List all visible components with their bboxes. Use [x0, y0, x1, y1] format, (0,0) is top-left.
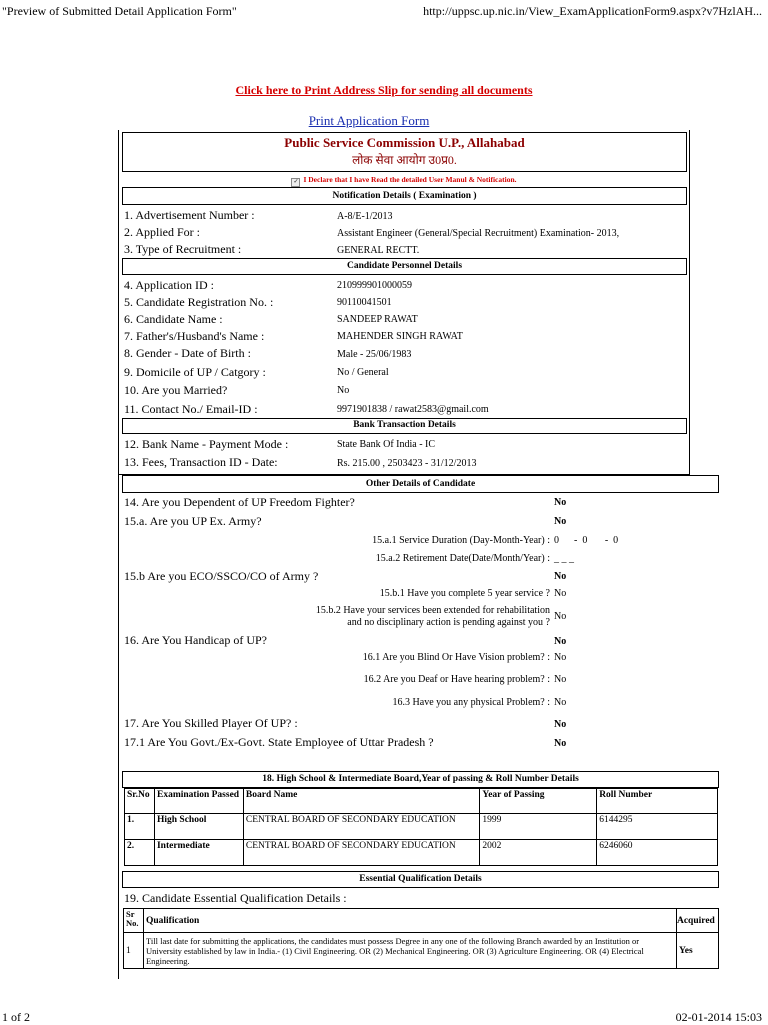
- skilled-player-label: 17. Are You Skilled Player Of UP? :: [124, 716, 298, 730]
- print-timestamp: 02-01-2014 15:03: [675, 1010, 762, 1024]
- col-board-name: Board Name: [243, 789, 480, 814]
- board-section-header: [122, 771, 719, 788]
- lower-frame-left: [118, 474, 119, 979]
- father-name-value: MAHENDER SINGH RAWAT: [337, 331, 463, 342]
- table-row: [125, 840, 718, 866]
- handicap-value: No: [554, 636, 567, 647]
- bank-section-header: [122, 418, 687, 434]
- eco-ssco-label: 15.b Are you ECO/SSCO/CO of Army ?: [124, 569, 319, 583]
- print-application-form-link[interactable]: Print Application Form: [308, 113, 430, 128]
- deaf-label: 16.2 Are you Deaf or Have hearing problem? :: [363, 674, 550, 685]
- application-id-label: 4. Application ID :: [124, 278, 214, 292]
- cell-year: 1999: [480, 814, 597, 840]
- retirement-date-label: 15.a.2 Retirement Date(Date/Month/Year) :: [375, 553, 550, 564]
- cell-sr-no: 1: [124, 933, 144, 969]
- services-extended-label-2: and no disciplinary action is pending against you ?: [347, 617, 550, 628]
- cell-exam: Intermediate: [154, 840, 243, 866]
- table-row: [125, 814, 718, 840]
- blind-value: No: [554, 652, 567, 663]
- recruitment-type-value: GENERAL RECTT.: [337, 245, 420, 256]
- cell-board: CENTRAL BOARD OF SECONDARY EDUCATION: [243, 840, 480, 866]
- board-section-title: 18. High School & Intermediate Board,Year of passing & Roll Number Details: [262, 774, 579, 784]
- married-value: No: [337, 385, 350, 396]
- contact-email-label: 11. Contact No./ Email-ID :: [124, 402, 258, 416]
- other-section-header: [122, 475, 719, 493]
- applied-for-value: Assistant Engineer (General/Special Recruitment) Examination- 2013,: [337, 228, 620, 239]
- declaration: [118, 175, 690, 187]
- registration-number-label: 5. Candidate Registration No. :: [124, 295, 274, 309]
- board-table: [124, 788, 718, 866]
- govt-employee-value: No: [554, 738, 567, 749]
- col-roll-number: Roll Number: [597, 789, 718, 814]
- physical-problem-label: 16.3 Have you any physical Problem? :: [392, 697, 550, 708]
- registration-number-value: 90110041501: [337, 297, 392, 308]
- col-exam-passed: Examination Passed: [154, 789, 243, 814]
- services-extended-label-1: 15.b.2 Have your services been extended for rehabilitation: [315, 605, 550, 616]
- personnel-section-header: [122, 258, 687, 275]
- table-row: [124, 933, 719, 969]
- service-duration-label: 15.a.1 Service Duration (Day-Month-Year) :: [372, 535, 550, 546]
- cell-acquired: Yes: [676, 933, 718, 969]
- col-qualification: Qualification: [143, 909, 676, 933]
- notification-section-header: [122, 187, 687, 205]
- bank-name-label: 12. Bank Name - Payment Mode :: [124, 437, 289, 451]
- applied-for-label: 2. Applied For :: [124, 225, 201, 239]
- personnel-section-title: Candidate Personnel Details: [346, 261, 463, 271]
- cell-roll: 6246060: [597, 840, 718, 866]
- cell-srno: 1.: [125, 814, 155, 840]
- page-number: 1 of 2: [2, 1010, 30, 1024]
- services-extended-value: No: [554, 611, 567, 622]
- col-acquired: Acquired: [676, 909, 718, 933]
- advertisement-number-label: 1. Advertisement Number :: [124, 208, 255, 222]
- essential-table-header: [124, 909, 719, 933]
- page-url: http://uppsc.up.nic.in/View_ExamApplicationForm9.aspx?v7HzlAH...: [423, 4, 762, 18]
- married-label: 10. Are you Married?: [124, 383, 228, 397]
- essential-section-title: Essential Qualification Details: [359, 874, 482, 884]
- print-address-slip-link[interactable]: Click here to Print Address Slip for sending all documents: [235, 83, 533, 97]
- org-name: Public Service Commission U.P., Allahabad: [284, 135, 525, 150]
- gender-dob-value: Male - 25/06/1983: [337, 349, 412, 360]
- col-srno: Sr.No: [125, 789, 155, 814]
- cell-year: 2002: [480, 840, 597, 866]
- five-year-service-label: 15.b.1 Have you complete 5 year service ?: [379, 588, 550, 599]
- recruitment-type-label: 3. Type of Recruitment :: [124, 242, 242, 256]
- cell-exam: High School: [154, 814, 243, 840]
- candidate-name-value: SANDEEP RAWAT: [337, 314, 418, 325]
- cell-roll: 6144295: [597, 814, 718, 840]
- ex-army-value: No: [554, 516, 567, 527]
- deaf-value: No: [554, 674, 567, 685]
- col-sr-no: Sr No.: [124, 909, 144, 933]
- declaration-checkbox[interactable]: ✓: [293, 179, 299, 185]
- candidate-name-label: 6. Candidate Name :: [124, 312, 223, 326]
- govt-employee-label: 17.1 Are You Govt./Ex-Govt. State Employee of Uttar Pradesh ?: [124, 735, 434, 749]
- declaration-text: I Declare that I have Read the detailed User Manul & Notification.: [303, 175, 517, 184]
- bank-name-value: State Bank Of India - IC: [337, 439, 436, 450]
- retirement-date-value: _ _ _: [554, 553, 574, 564]
- freedom-fighter-value: No: [554, 497, 567, 508]
- father-name-label: 7. Father's/Husband's Name :: [124, 329, 265, 343]
- essential-qualification-heading: 19. Candidate Essential Qualification Details :: [124, 891, 347, 905]
- physical-problem-value: No: [554, 697, 567, 708]
- service-duration-value: 0 - 0 - 0: [554, 535, 619, 546]
- col-year: Year of Passing: [480, 789, 597, 814]
- ex-army-label: 15.a. Are you UP Ex. Army?: [124, 514, 262, 528]
- essential-table: [123, 908, 719, 969]
- skilled-player-value: No: [554, 719, 567, 730]
- five-year-service-value: No: [554, 588, 567, 599]
- eco-ssco-value: No: [554, 571, 567, 582]
- notification-section-title: Notification Details ( Examination ): [332, 191, 477, 201]
- org-name-hindi: लोक सेवा आयोग उ0प्र0.: [352, 153, 457, 167]
- cell-board: CENTRAL BOARD OF SECONDARY EDUCATION: [243, 814, 480, 840]
- domicile-category-label: 9. Domicile of UP / Catgory :: [124, 365, 266, 379]
- domicile-category-value: No / General: [337, 367, 389, 378]
- cell-qualification: Till last date for submitting the applications, the candidates must possess Degree in any one of the following Branch awarded by an Institution or University established by law in India.- (1) Civil Engineering. OR (2) Mechanical Engineering. OR (3) Agriculture Engineering. OR (4) Electrical Engineering.: [143, 933, 676, 969]
- contact-email-value: 9971901838 / rawat2583@gmail.com: [337, 404, 489, 415]
- essential-section-header: [122, 871, 719, 888]
- page-title: "Preview of Submitted Detail Application Form": [2, 4, 237, 18]
- bank-section-title: Bank Transaction Details: [353, 420, 456, 430]
- application-id-value: 210999901000059: [337, 280, 412, 291]
- board-table-header: [125, 789, 718, 814]
- blind-label: 16.1 Are you Blind Or Have Vision problem? :: [362, 652, 550, 663]
- handicap-label: 16. Are You Handicap of UP?: [124, 633, 267, 647]
- advertisement-number-value: A-8/E-1/2013: [337, 211, 393, 222]
- gender-dob-label: 8. Gender - Date of Birth :: [124, 346, 251, 360]
- org-header-box: [122, 132, 687, 172]
- fees-transaction-label: 13. Fees, Transaction ID - Date:: [124, 455, 278, 469]
- other-section-title: Other Details of Candidate: [365, 479, 476, 489]
- freedom-fighter-label: 14. Are you Dependent of UP Freedom Fighter?: [124, 495, 355, 509]
- fees-transaction-value: Rs. 215.00 , 2503423 - 31/12/2013: [337, 458, 477, 469]
- cell-srno: 2.: [125, 840, 155, 866]
